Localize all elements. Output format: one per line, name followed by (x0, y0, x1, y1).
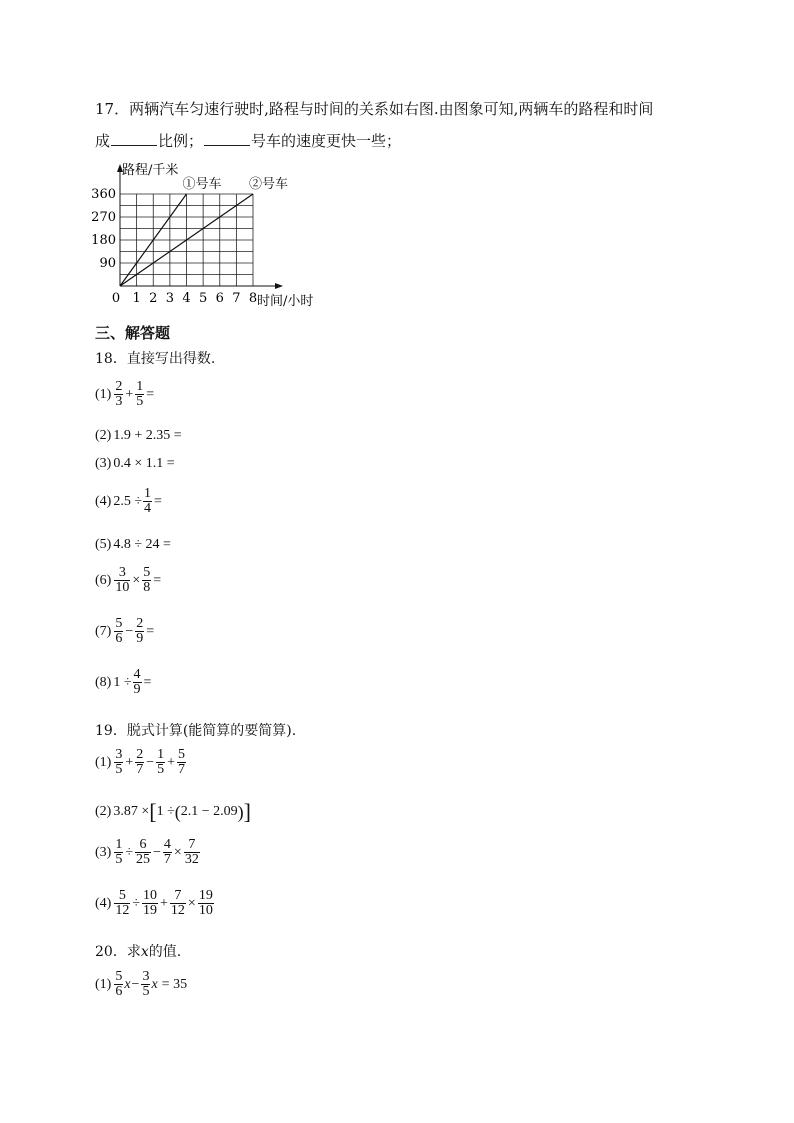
item-label: (5) (95, 537, 112, 552)
expression-part: 3.87 × (113, 804, 150, 819)
item-label: (1) (95, 386, 112, 402)
section-title: 三、解答题 (95, 324, 171, 342)
distance-time-chart (91, 155, 335, 310)
y-tick-label: 270 (91, 210, 116, 225)
variable-x: x (124, 976, 131, 992)
item-label: (1) (95, 754, 112, 770)
variable-x: x (151, 976, 158, 992)
fraction: $\frac{2}{7}$ (136, 747, 144, 777)
fraction: $\frac{4}{9}$ (133, 667, 141, 697)
fraction: $\frac{5}{8}$ (143, 565, 151, 595)
fraction: $\frac{2}{3}$ (115, 379, 123, 409)
fraction: $\frac{3}{5}$ (115, 747, 123, 777)
chart-ticks (91, 187, 257, 306)
fraction: $\frac{10}{19}$ (143, 888, 158, 918)
x-tick-label: 8 (248, 291, 258, 306)
left-square-bracket: [ (149, 799, 157, 824)
equation-rhs: = 35 (161, 976, 188, 992)
q20-item-1 (95, 970, 188, 999)
question-19-title: 19．脱式计算(能简算的要简算). (95, 723, 297, 739)
question-17-text: 17．两辆汽车匀速行驶时,路程与时间的关系如右图.由图象可知,两辆车的路程和时间 (95, 100, 654, 118)
x-axis-label: 时间/小时 (257, 294, 314, 309)
expression: 1 ÷ (113, 674, 132, 690)
q18-item-7 (95, 617, 155, 646)
question-20-title: 20．求x的值. (95, 944, 182, 960)
blank-prefix: 成 (95, 132, 111, 150)
q18-item-6 (95, 566, 162, 595)
fraction: $\frac{5}{12}$ (115, 888, 130, 918)
fraction: $\frac{7}{12}$ (170, 888, 185, 918)
operator: + (160, 895, 168, 911)
equals: = (146, 386, 155, 402)
blank-text-3: 号车的速度更快一些； (251, 132, 402, 150)
item-label: (4) (95, 493, 112, 509)
fraction: $\frac{5}{7}$ (178, 747, 186, 777)
expression-part: 2.1 − 2.09 (180, 804, 238, 819)
expression: 2.5 ÷ (113, 493, 143, 509)
fraction: $\frac{3}{10}$ (115, 565, 130, 595)
fraction: $\frac{6}{25}$ (136, 837, 151, 867)
fraction: $\frac{1}{4}$ (144, 486, 152, 516)
expression: 0.4 × 1.1 = (113, 456, 175, 471)
variable-x: x (140, 944, 149, 960)
x-axis-arrow (275, 283, 283, 289)
operator: × (187, 895, 196, 911)
right-square-bracket: ] (243, 799, 251, 824)
fraction: $\frac{7}{32}$ (184, 837, 199, 867)
fraction: $\frac{2}{9}$ (136, 616, 144, 646)
question-18-title-text: 18．直接写出得数. (95, 351, 216, 367)
equals: = (146, 623, 155, 639)
y-tick-label: 90 (99, 256, 116, 271)
q18-item-4 (95, 487, 163, 516)
question-17-blanks (95, 130, 401, 151)
x-tick-label: 6 (215, 291, 224, 306)
item-label: (1) (95, 976, 112, 992)
expression: 1.9 + 2.35 = (113, 428, 182, 443)
q19-item-1 (95, 748, 187, 777)
operator: ÷ (125, 844, 134, 860)
blank-text-2: 比例； (158, 132, 204, 150)
operator: − (153, 844, 161, 860)
right-paren: ) (237, 802, 244, 822)
q18-item-2 (95, 428, 182, 444)
item-label: (7) (95, 623, 112, 639)
fraction: $\frac{5}{6}$ (115, 616, 123, 646)
operator: − (131, 976, 140, 992)
item-label: (4) (95, 895, 112, 911)
item-label: (6) (95, 572, 112, 588)
item-label: (8) (95, 674, 112, 690)
q18-item-1 (95, 380, 155, 409)
x-tick-label: 5 (198, 291, 208, 306)
operator: + (125, 386, 134, 402)
operator: + (125, 754, 134, 770)
operator: − (125, 623, 134, 639)
operator: × (132, 572, 141, 588)
q19-item-3 (95, 838, 201, 867)
q19-item-4 (95, 889, 215, 918)
operator: + (167, 754, 176, 770)
q18-item-3 (95, 456, 175, 472)
x-tick-label: 3 (165, 291, 175, 306)
x-tick-label: 2 (149, 291, 158, 306)
fraction: $\frac{3}{5}$ (142, 969, 150, 999)
series-label: ②号车 (249, 177, 289, 192)
q18-item-8 (95, 668, 152, 697)
item-label: (2) (95, 428, 112, 443)
x-tick-label: 4 (182, 291, 191, 306)
operator: ÷ (132, 895, 141, 911)
fraction: $\frac{1}{5}$ (157, 747, 165, 777)
x-tick-label: 7 (232, 291, 241, 306)
equals: = (153, 572, 162, 588)
item-label: (3) (95, 456, 112, 471)
fraction: $\frac{1}{5}$ (115, 837, 123, 867)
y-tick-label: 360 (91, 187, 116, 202)
expression: 4.8 ÷ 24 = (113, 537, 171, 552)
q18-item-5 (95, 537, 171, 553)
equals: = (154, 493, 162, 509)
x-tick-label: 0 (111, 291, 121, 306)
x-tick-label: 1 (132, 291, 141, 306)
fraction: $\frac{5}{6}$ (115, 969, 123, 999)
answer-blank-1[interactable] (111, 131, 157, 146)
expression-part: 1 ÷ (156, 804, 175, 819)
operator: × (173, 844, 182, 860)
equals: = (143, 674, 152, 690)
item-label: (2) (95, 804, 112, 819)
left-paren: ( (174, 802, 181, 822)
fraction: $\frac{4}{7}$ (163, 837, 171, 867)
item-label: (3) (95, 844, 112, 860)
fraction: $\frac{1}{5}$ (136, 379, 144, 409)
answer-blank-2[interactable] (204, 131, 250, 146)
operator: − (146, 754, 155, 770)
y-tick-label: 180 (91, 233, 116, 248)
series-label: ①号车 (182, 177, 222, 192)
fraction: $\frac{19}{10}$ (198, 888, 213, 918)
chart-series (120, 177, 288, 286)
y-axis-label: 路程/千米 (122, 163, 179, 178)
q19-item-2 (95, 799, 251, 824)
